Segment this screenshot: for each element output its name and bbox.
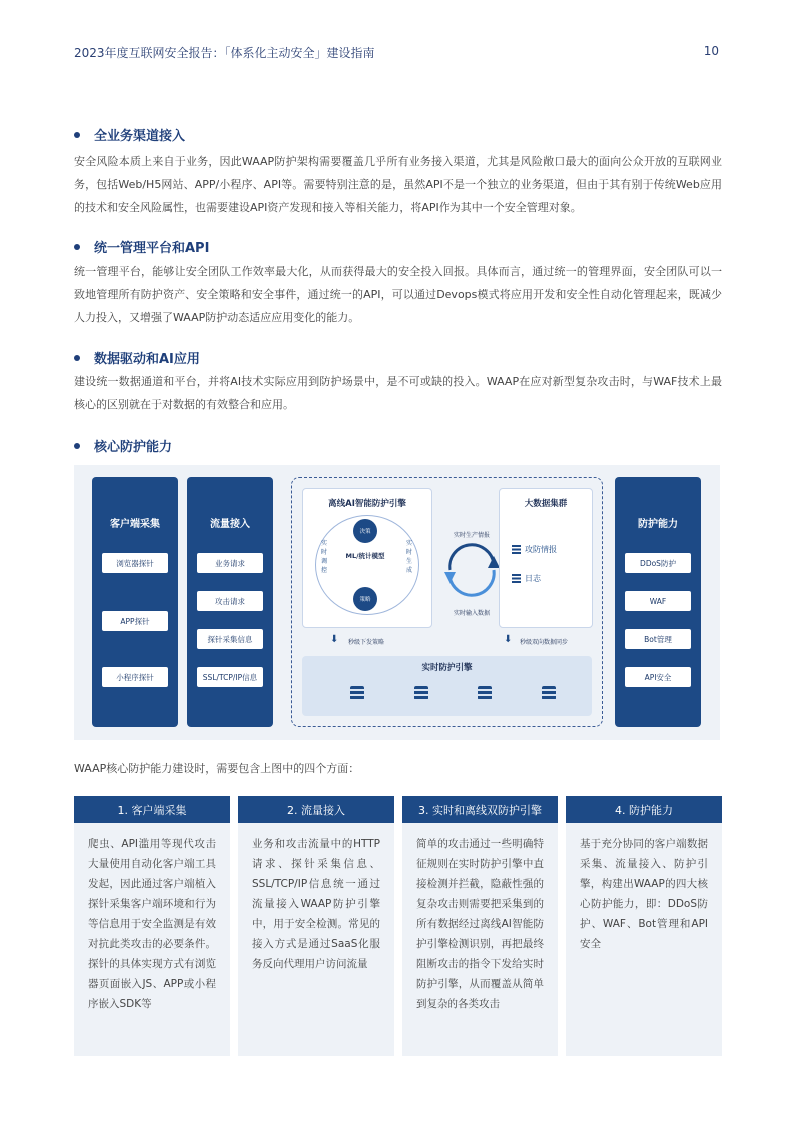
protection-title: 防护能力: [638, 519, 678, 530]
section-title-1: 全业务渠道接入: [74, 125, 185, 144]
ddos-protection: DDoS防护: [625, 553, 691, 573]
sync-cycle-arrows: [442, 540, 502, 600]
card-client-collection: [74, 796, 230, 1056]
client-collection-title: 客户端采集: [110, 519, 160, 530]
database-icon: [512, 545, 521, 554]
diagram-caption: WAAP核心防护能力建设时，需要包含上图中的四个方面：: [74, 762, 360, 775]
bullet-icon: [74, 355, 80, 361]
card-dual-engine: [402, 796, 558, 1056]
protection-column: [615, 477, 701, 727]
section-body-2: 统一管理平台，能够让安全团队工作效率最大化，从而获得最大的安全投入回报。具体而言，通过统一的管理界面，安全团队可以一致地管理所有防护资产、安全策略和安全事件，通过统一的API，可以通过Devops模式将应用开发和安全性自动化管理起来，既减少人力投入，又增强了WAAP防护动态适应应用变化的能力。: [74, 265, 722, 324]
traffic-access-title: 流量接入: [210, 519, 250, 530]
card-body: 爬虫、API滥用等现代攻击大量使用自动化客户端工具发起，因此通过客户端植入探针采集客户端环境和行为等信息用于安全监测是有效对抗此类攻击的必要条件。探针的具体实现方式有浏览器页面嵌入JS、APP或小程序嵌入SDK等: [74, 823, 230, 1056]
card-body: 简单的攻击通过一些明确特征规则在实时防护引擎中直接检测并拦截，隐蔽性强的复杂攻击则需要把采集到的所有数据经过离线AI智能防护引擎检测识别，再把最终阻断攻击的指令下发给实时防护引擎，从而覆盖从简单到复杂的各类攻击: [402, 823, 558, 1056]
ssl-tcp-ip-info: SSL/TCP/IP信息: [197, 667, 263, 687]
miniprogram-probe: 小程序探针: [102, 667, 168, 687]
waap-architecture-diagram: [74, 465, 720, 740]
card-protection: [566, 796, 722, 1056]
server-icon: [542, 686, 556, 700]
section-title-3: 数据驱动和AI应用: [74, 348, 200, 367]
probe-collection-info: 探针采集信息: [197, 629, 263, 649]
section-body-3: 建设统一数据通道和平台，并将AI技术实际应用到防护场景中，是不可或缺的投入。WAAP在应对新型复杂攻击时，与WAF技术上最核心的区别就在于对数据的有效整合和应用。: [74, 375, 722, 411]
app-probe: APP探针: [102, 611, 168, 631]
browser-probe: 浏览器探针: [102, 553, 168, 573]
strategy-node: 策略: [353, 587, 377, 611]
bigdata-cluster-panel: [499, 488, 593, 628]
report-title: 2023年度互联网安全报告：「体系化主动安全」建设指南: [74, 46, 375, 60]
server-icon: [350, 686, 364, 700]
offline-ai-engine-panel: [302, 488, 432, 628]
server-icon: [414, 686, 428, 700]
realtime-engine-title: 实时防护引擎: [421, 663, 473, 673]
decide-node: 决策: [353, 519, 377, 543]
card-title: 3. 实时和离线双防护引擎: [402, 796, 558, 823]
database-icon: [512, 574, 521, 583]
realtime-engine-bar: [302, 656, 592, 716]
card-traffic-access: [238, 796, 394, 1056]
bullet-icon: [74, 443, 80, 449]
traffic-access-column: [187, 477, 273, 727]
engine-region: [291, 477, 603, 727]
card-title: 1. 客户端采集: [74, 796, 230, 823]
bigdata-cluster-title: 大数据集群: [524, 499, 568, 509]
card-body: 业务和攻击流量中的HTTP请求、探针采集信息、SSL/TCP/IP信息统一通过流量接入WAAP防护引擎中，用于安全检测。常见的接入方式是通过SaaS化服务反向代理用户访问流量: [238, 823, 394, 1056]
card-body: 基于充分协同的客户端数据采集、流量接入、防护引擎，构建出WAAP的四大核心防护能力，即：DDoS防护、WAF、Bot管理和API安全: [566, 823, 722, 1056]
waf: WAF: [625, 591, 691, 611]
section-body-1: 安全风险本质上来自于业务，因此WAAP防护架构需要覆盖几乎所有业务接入渠道，尤其是风险敞口最大的面向公众开放的互联网业务，包括Web/H5网站、APP/小程序、API等。需要特别注意的是，虽然API不是一个独立的业务渠道，但由于其有别于传统Web应用的技术和安全风险属性，也需要建设API资产发现和接入等相关能力，将API作为其中一个安全管理对象。: [74, 155, 722, 214]
card-title: 2. 流量接入: [238, 796, 394, 823]
offline-ai-engine-title: 离线AI智能防护引擎: [328, 499, 406, 509]
page-header: [74, 44, 719, 62]
server-icon: [478, 686, 492, 700]
realtime-generate-label: 实时生成: [406, 540, 413, 574]
strategy-dispatch-label: 秒级下发策略: [348, 639, 385, 646]
client-collection-column: [92, 477, 178, 727]
ml-model-node: ML/统计模型: [345, 552, 385, 560]
bullet-icon: [74, 244, 80, 250]
api-security: API安全: [625, 667, 691, 687]
bullet-icon: [74, 132, 80, 138]
bot-management: Bot管理: [625, 629, 691, 649]
realtime-intel-label: 实时生产情报: [453, 532, 490, 539]
down-arrow-left: ⬇: [330, 634, 339, 645]
section-title-4: 核心防护能力: [74, 436, 172, 455]
attack-request: 攻击请求: [197, 591, 263, 611]
section-title-2: 统一管理平台和API: [74, 237, 209, 256]
data-sync-label: 秒级双向数据同步: [520, 639, 569, 646]
threat-intel-item: 攻防情报: [512, 544, 557, 555]
page-number: 10: [703, 44, 719, 58]
realtime-input-label: 实时输入数据: [453, 610, 490, 617]
card-title: 4. 防护能力: [566, 796, 722, 823]
realtime-control-label: 实时调控: [321, 540, 328, 574]
log-item: 日志: [512, 573, 541, 584]
down-arrow-right: ⬇: [504, 634, 513, 645]
business-request: 业务请求: [197, 553, 263, 573]
